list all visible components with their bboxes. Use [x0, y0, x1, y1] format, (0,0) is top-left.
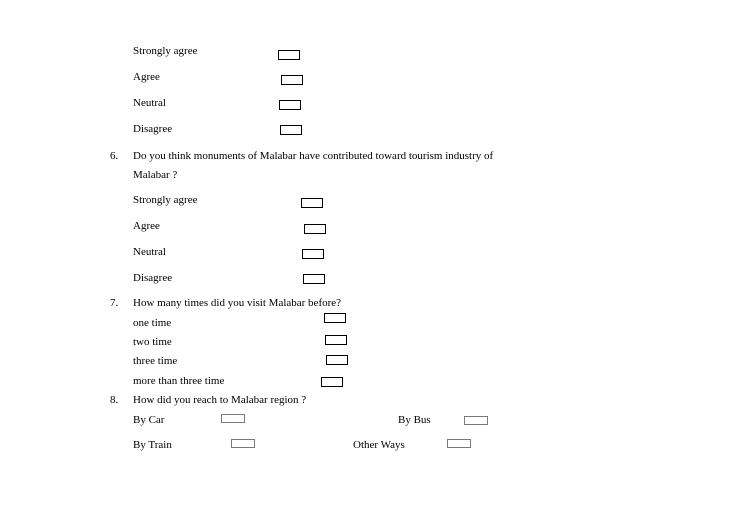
q8-by-train-checkbox[interactable] — [231, 439, 255, 448]
q7-option-one-time-label: one time — [133, 317, 172, 329]
q7-three-time-checkbox[interactable] — [326, 355, 348, 365]
q8-by-car-checkbox[interactable] — [221, 414, 245, 423]
q8-option-other-ways-label: Other Ways — [353, 439, 405, 451]
q7-option-two-time-label: two time — [133, 336, 172, 348]
q8-option-by-train-label: By Train — [133, 439, 172, 451]
q6-question-text-line1: Do you think monuments of Malabar have contributed toward tourism industry of — [133, 150, 494, 162]
q8-other-ways-checkbox[interactable] — [447, 439, 471, 448]
q5-strongly-agree-checkbox[interactable] — [278, 50, 300, 60]
q8-number: 8. — [110, 394, 119, 406]
q5-option-disagree-label: Disagree — [133, 123, 173, 135]
q7-question-text: How many times did you visit Malabar before? — [133, 297, 342, 309]
q7-option-more-than-three-label: more than three time — [133, 375, 225, 387]
q6-option-disagree-label: Disagree — [133, 272, 173, 284]
q6-option-neutral-label: Neutral — [133, 246, 166, 258]
q6-disagree-checkbox[interactable] — [303, 274, 325, 284]
q8-by-bus-checkbox[interactable] — [464, 416, 488, 425]
q6-agree-checkbox[interactable] — [304, 224, 326, 234]
q7-more-than-three-checkbox[interactable] — [321, 377, 343, 387]
q5-option-agree-label: Agree — [133, 71, 160, 83]
q7-number: 7. — [110, 297, 119, 309]
q6-option-agree-label: Agree — [133, 220, 160, 232]
q8-option-by-car-label: By Car — [133, 414, 165, 426]
q7-option-three-time-label: three time — [133, 355, 178, 367]
q5-agree-checkbox[interactable] — [281, 75, 303, 85]
q5-disagree-checkbox[interactable] — [280, 125, 302, 135]
q6-neutral-checkbox[interactable] — [302, 249, 324, 259]
q6-strongly-agree-checkbox[interactable] — [301, 198, 323, 208]
q8-question-text: How did you reach to Malabar region ? — [133, 394, 307, 406]
q8-option-by-bus-label: By Bus — [398, 414, 431, 426]
q6-option-strongly-agree-label: Strongly agree — [133, 194, 198, 206]
q6-question-text-line2: Malabar ? — [133, 169, 178, 181]
q7-one-time-checkbox[interactable] — [324, 313, 346, 323]
q5-neutral-checkbox[interactable] — [279, 100, 301, 110]
q5-option-neutral-label: Neutral — [133, 97, 166, 109]
q5-option-strongly-agree-label: Strongly agree — [133, 45, 198, 57]
q6-number: 6. — [110, 150, 119, 162]
q7-two-time-checkbox[interactable] — [325, 335, 347, 345]
